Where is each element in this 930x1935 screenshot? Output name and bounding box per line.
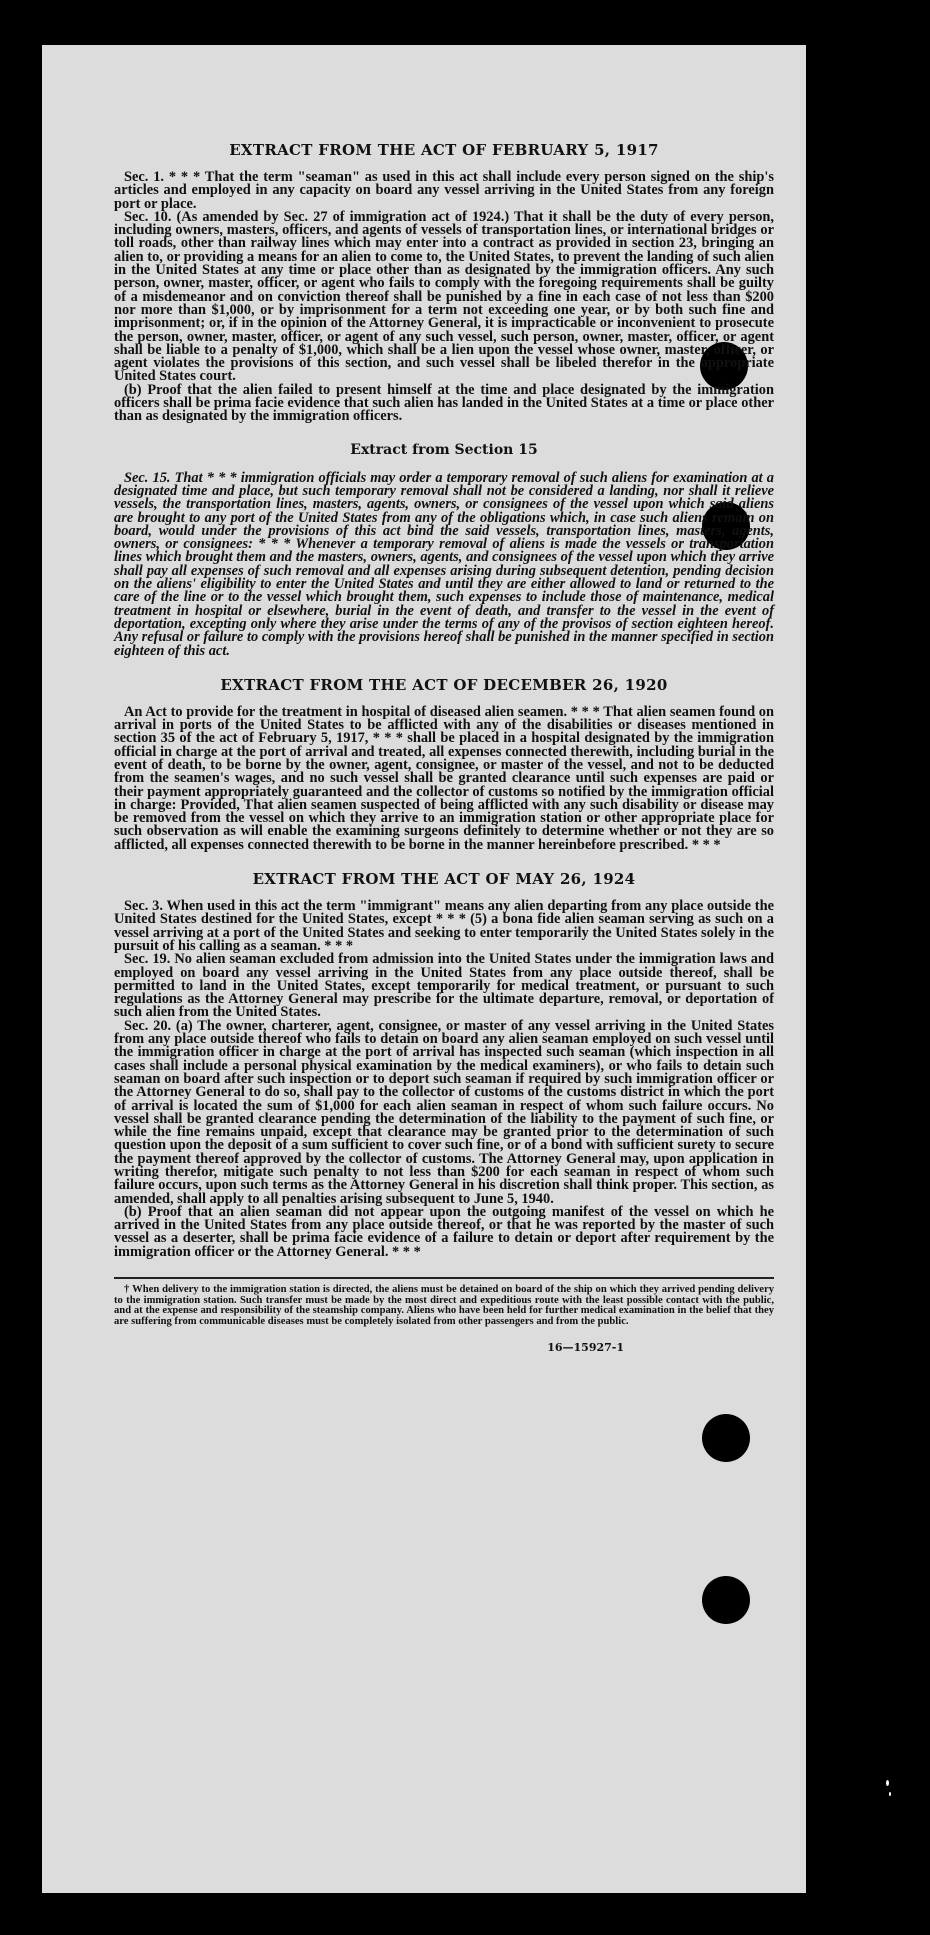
section-extract-15 [114, 442, 774, 658]
section-title: EXTRACT FROM THE ACT OF FEBRUARY 5, 1917 [229, 141, 659, 159]
section-title: EXTRACT FROM THE ACT OF DECEMBER 26, 1920 [220, 675, 668, 694]
paragraph: Sec. 3. When used in this act the term "immigrant" means any alien departing from any place outside the United States destined for the United States, except * * * (5) a bona fide alien seaman serving as such on a vessel arriving at a port of the United States and seeking to enter temporarily the United States solely in the pursuit of his calling as a seaman. * * * [114, 898, 774, 954]
document-number: 16—15927-1 [547, 1341, 624, 1355]
paragraph: Sec. 20. (a) The owner, charterer, agent, consignee, or master of any vessel arriving in the United States from any place outside thereof who fails to detain on board any alien seaman employed on such vessel until the immigration officer in charge at the port of arrival has inspected such seaman (which inspection in all cases shall include a personal physical examination by the medical examiners), or who fails to detain such seaman on board after such inspection or to deport such seaman if required by such immigration officer or the Attorney General to do so, shall pay to the collector of customs of the customs district in which the port of arrival is located the sum of $1,000 for each alien seaman in respect of whom such failure occurs. No vessel shall be granted clearance pending the determination of the liability to the payment of such fine, or while the fine remains unpaid, except that clearance may be granted prior to the determination of such question upon the deposit of a sum sufficient to cover such fine, or of a bond with sufficient surety to secure the payment thereof approved by the collector of customs. The Attorney General may, upon application in writing therefor, mitigate such penalty to not less than $200 for each seaman in respect of whom such failure occurs, upon such terms as the Attorney General in his discretion shall think proper. This section, as amended, shall apply to all penalties arising subsequent to June 5, 1940. [114, 1017, 774, 1207]
footnote-divider [114, 1277, 774, 1279]
document-page [42, 45, 806, 1893]
section-subheading: Extract from Section 15 [350, 441, 538, 458]
paragraph: Sec. 10. (As amended by Sec. 27 of immigration act of 1924.) That it shall be the duty of every person, including owners, masters, officers, and agents of vessels of transportation lines, or international bridges or toll roads, other than railway lines which may enter into a contract as provided in section 23, bringing an alien to, or providing a means for an alien to come to, the United States, to prevent the landing of such alien in the United States at any time or place other than as designated by the immigration officers. Any such person, owner, master, officer, or agent who fails to comply with the foregoing requirements shall be guilty of a misdemeanor and on conviction thereof shall be punished by a fine in each case of not less than $200 nor more than $1,000, or by imprisonment for a term not exceeding one year, or by both such fine and imprisonment; or, if in the opinion of the Attorney General, it is impracticable or inconvenient to prosecute the person, owner, master, officer, or agent of any such vessel, such person, owner, master, officer, or agent shall be liable to a penalty of $1,000, which shall be a lien upon the vessel whose owner, master, officer, or agent violates the provisions of this section, and such vessel shall be libeled therefor in the appropriate United States court. [114, 208, 774, 385]
section-act-1920 [114, 676, 774, 852]
section-act-1917 [114, 141, 774, 424]
paragraph: Sec. 15. That * * * immigration officials may order a temporary removal of such aliens for examination at a designated time and place, but such temporary removal shall not be considered a landing, nor shall it relieve vessels, the transportation lines, masters, agents, owners, or consignees of the vessel upon which said aliens are brought to any port of the United States from any of the obligations which, in case such aliens remain on board, would under the provisions of this act bind the said vessels, transportation lines, masters, agents, owners, or consignees: * * * Whenever a temporary removal of aliens is made the vessels or transportation lines which brought them and the masters, owners, agents, and consignees of the vessel upon which they arrive shall pay all expenses of such removal and all expenses arising during subsequent detention, pending decision on the aliens' eligibility to enter the United States and until they are either allowed to land or returned to the care of the line or to the vessel which brought them, such expenses to include those of maintenance, medical treatment in hospital or elsewhere, burial in the event of death, and transfer to the vessel in the event of deportation, excepting only where they arise under the terms of any of the provisos of section eighteen hereof. Any refusal or failure to comply with the provisions hereof shall be punished in the manner specified in section eighteen of this act. [114, 469, 774, 659]
section-act-1924 [114, 870, 774, 1259]
document-body [114, 141, 774, 1354]
punch-hole [702, 1414, 750, 1462]
paragraph: Sec. 1. * * * That the term "seaman" as used in this act shall include every person signed on the ship's articles and employed in any capacity on board any vessel arriving in the United States from any foreign port or place. [114, 169, 774, 212]
footnote: † When delivery to the immigration station is directed, the aliens must be detained on board of the ship on which they arrived pending delivery to the immigration station. Such transfer must be made by the most direct and expeditious route with the least possible contact with the public, and at the expense and responsibility of the steamship company. Aliens who have been held for further medical examination in the belief that they are suffering from communicable diseases must be completely isolated from other passengers and from the public. [114, 1284, 774, 1327]
section-title: EXTRACT FROM THE ACT OF MAY 26, 1924 [252, 870, 636, 889]
paragraph: An Act to provide for the treatment in hospital of diseased alien seamen. * * * That alien seamen found on arrival in ports of the United States to be afflicted with any of the disabilities or diseases mentioned in section 35 of the act of February 5, 1917, * * * shall be placed in a hospital designated by the immigration official in charge at the port of arrival and treated, all expenses connected therewith, including burial in the event of death, to be borne by the owner, agent, consignee, or master of the vessel, and not to be deducted from the seamen's wages, and no such vessel shall be granted clearance until such expenses are paid or their payment appropriately guaranteed and the collector of customs so notified by the immigration official in charge: Provided, That alien seamen suspected of being afflicted with any such disability or disease may be removed from the vessel on which they arrive to an immigration station or other appropriate place for such observation as will enable the examining surgeons definitely to determine whether or not they are so afflicted, all expenses connected therewith to be borne in the manner hereinbefore prescribed. * * * [114, 703, 774, 853]
paragraph: Sec. 19. No alien seaman excluded from admission into the United States under the immigration laws and employed on board any vessel arriving in the United States from any place outside thereof, shall be permitted to land in the United States, except temporarily for medical treatment, or pursuant to such regulations as the Attorney General may prescribe for the ultimate departure, removal, or deportation of such alien from the United States. [114, 951, 774, 1021]
paragraph: (b) Proof that an alien seaman did not appear upon the outgoing manifest of the vessel on which he arrived in the United States from any place outside thereof, or that he was reported by the master of such vessel as a deserter, shall be prima facie evidence of a failure to detain or deport after requirement by the immigration officer or the Attorney General. * * * [114, 1203, 774, 1260]
scan-speck [889, 1792, 891, 1796]
scan-speck [886, 1780, 889, 1786]
punch-hole [702, 1576, 750, 1624]
paragraph: (b) Proof that the alien failed to present himself at the time and place designated by the immigration officers shall be prima facie evidence that such alien has landed in the United States at a time or place other than as designated by the immigration officers. [114, 381, 774, 425]
